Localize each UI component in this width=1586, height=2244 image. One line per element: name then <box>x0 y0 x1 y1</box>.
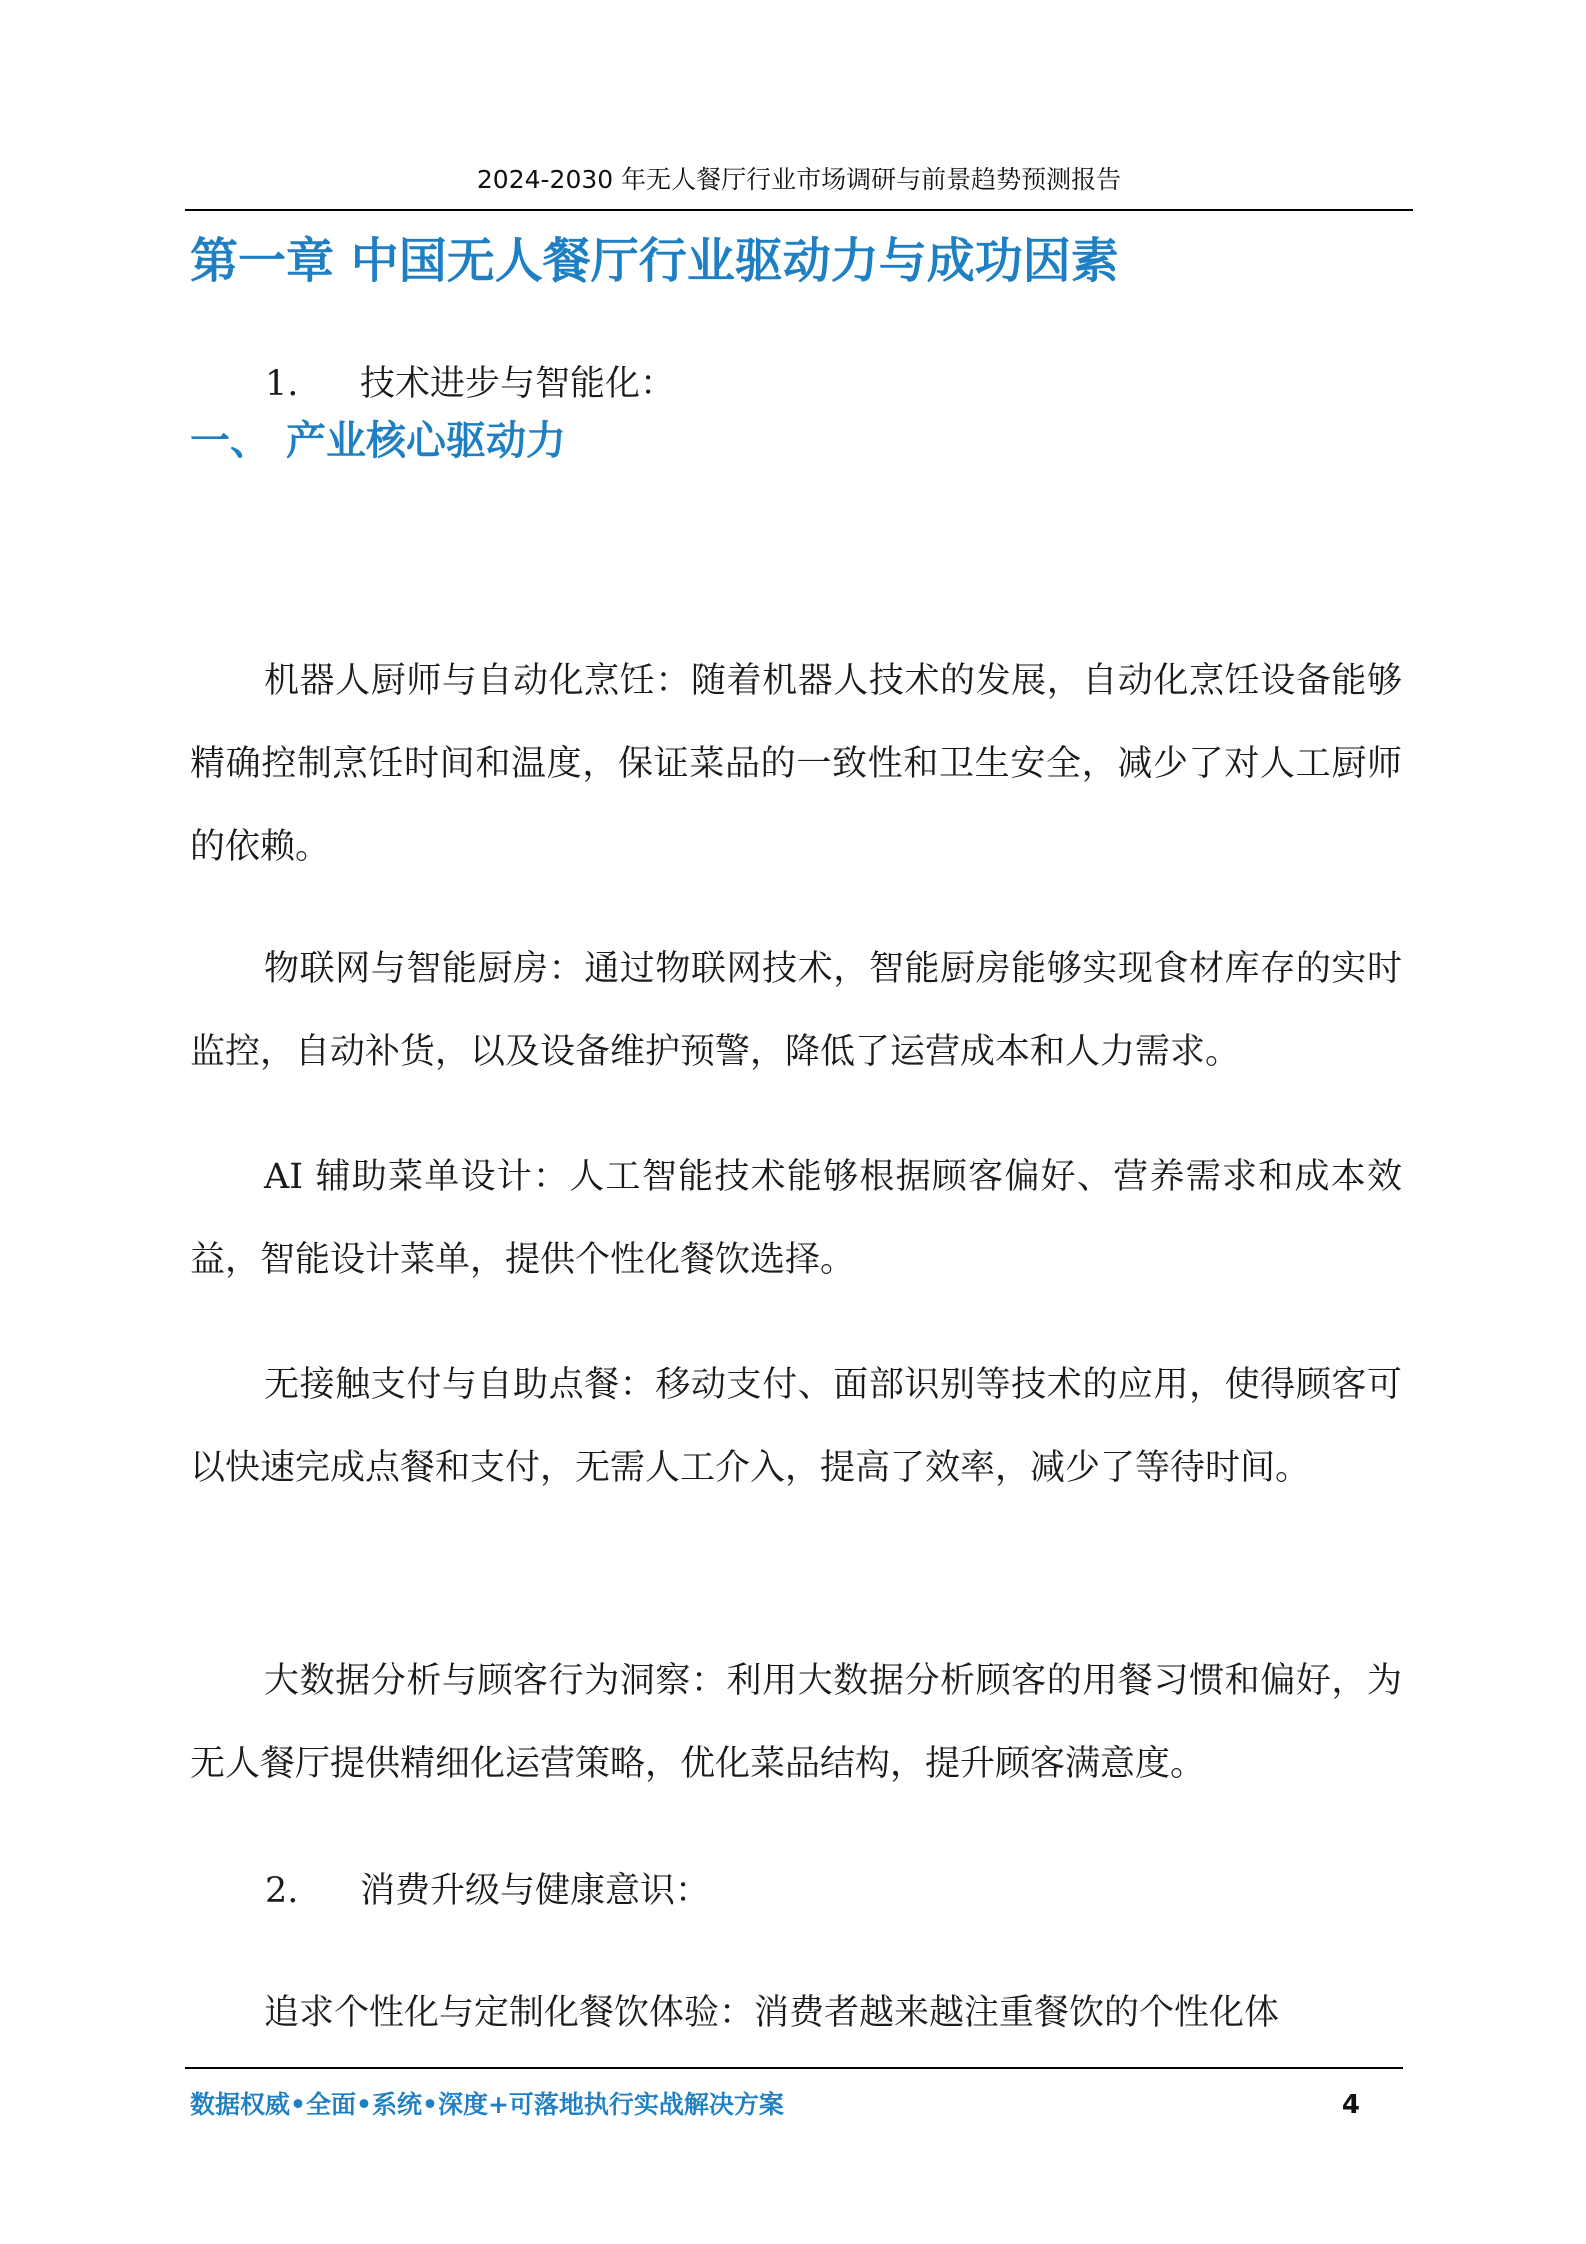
section-number: 一、 <box>190 418 270 464</box>
footer-slogan: 数据权威•全面•系统•深度+可落地执行实战解决方案 <box>190 2090 784 2119</box>
list-item-heading <box>265 342 1415 426</box>
paragraph: 机器人厨师与自动化烹饪：随着机器人技术的发展，自动化烹饪设备能够精确控制烹饪时间和温度，保证菜品的一致性和卫生安全，减少了对人工厨师的依赖。 <box>190 661 1402 867</box>
list-item-title: 技术进步与智能化： <box>360 364 676 404</box>
list-item-heading <box>265 1849 1415 1933</box>
paragraph: 追求个性化与定制化餐饮体验：消费者越来越注重餐饮的个性化体 <box>264 1993 1280 2033</box>
header-divider <box>185 209 1413 211</box>
paragraph: 无接触支付与自助点餐：移动支付、面部识别等技术的应用，使得顾客可以快速完成点餐和支付，无需人工介入，提高了效率，减少了等待时间。 <box>190 1365 1402 1488</box>
chapter-title: 第一章 中国无人餐厅行业驱动力与成功因素 <box>190 233 1119 289</box>
running-header: 2024-2030 年无人餐厅行业市场调研与前景趋势预测报告 <box>476 165 1122 194</box>
paragraph: AI 辅助菜单设计：人工智能技术能够根据顾客偏好、营养需求和成本效益，智能设计菜单，提供个性化餐饮选择。 <box>190 1157 1402 1280</box>
list-item-number: 1. <box>265 364 299 404</box>
paragraph: 物联网与智能厨房：通过物联网技术，智能厨房能够实现食材库存的实时监控，自动补货，以及设备维护预警，降低了运营成本和人力需求。 <box>190 949 1402 1072</box>
footer-divider <box>185 2067 1403 2069</box>
paragraph: 大数据分析与顾客行为洞察：利用大数据分析顾客的用餐习惯和偏好，为无人餐厅提供精细化运营策略，优化菜品结构，提升顾客满意度。 <box>190 1661 1402 1784</box>
page-number: 4 <box>1341 2090 1360 2120</box>
section-title-text: 产业核心驱动力 <box>286 418 566 464</box>
list-item-number: 2. <box>265 1871 299 1911</box>
list-item-title: 消费升级与健康意识： <box>360 1871 711 1911</box>
